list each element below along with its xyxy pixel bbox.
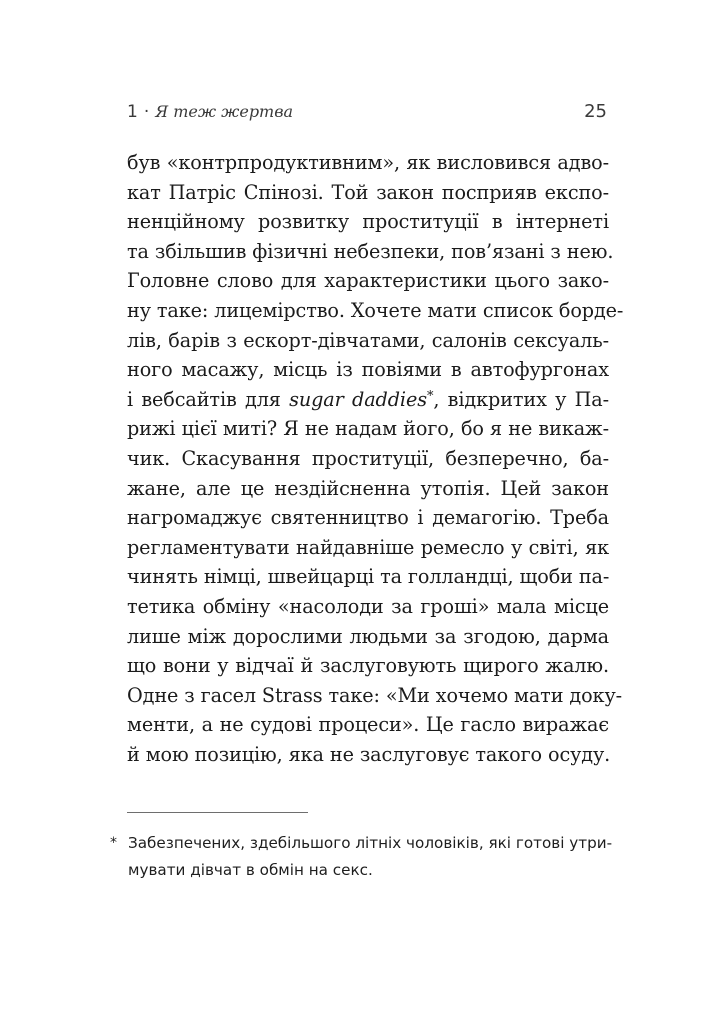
text-line: чик. Скасування проституції, безперечно, ба- (127, 446, 609, 470)
footnote-reference[interactable]: * (426, 388, 434, 404)
text-line: та збільшив фізичні небезпеки, пов’язані з нею. (127, 239, 614, 263)
italic-term: sugar daddies (289, 387, 427, 411)
footnote-marker: * (110, 835, 117, 851)
text-line: кат Патріс Спінозі. Той закон посприяв експо- (127, 180, 609, 204)
footnote-line: мувати дівчат в обмін на секс. (128, 861, 373, 879)
text-line: Головне слово для характеристики цього зако- (127, 269, 609, 293)
text-line: менти, а не судові процеси». Це гасло виражає (127, 713, 609, 737)
chapter-separator: · (143, 102, 150, 122)
chapter-title: Я теж жертва (155, 102, 294, 121)
text-line: був «контрпродуктивним», як висловився адво- (127, 151, 609, 174)
running-header (127, 98, 607, 128)
text-line: ного масажу, місць із повіями в автофургонах (127, 358, 609, 382)
chapter-number: 1 (127, 102, 138, 122)
text-line: ну таке: лицемірство. Хочете мати список борде- (127, 298, 624, 322)
footnote-text (128, 830, 613, 884)
footnote-divider (127, 812, 308, 813)
text-line: ненційному розвитку проституції в інтернеті (127, 210, 609, 234)
text-segment: і вебсайтів для (127, 387, 290, 411)
footnote-line: Забезпечених, здебільшого літніх чоловіків, які готові утри- (128, 834, 613, 852)
text-line-with-footnote (127, 385, 609, 415)
text-line: Одне з гасел Strass таке: «Ми хочемо мати доку- (127, 683, 623, 707)
text-line: що вони у відчаї й заслуговують щирого жалю. (127, 654, 609, 678)
body-paragraph (127, 148, 624, 769)
text-line: тетика обміну «насолоди за гроші» мала місце (127, 594, 609, 618)
text-line: нагромаджує святенництво і демагогію. Треба (127, 506, 609, 530)
page-number: 25 (584, 101, 607, 122)
text-line: регламентувати найдавніше ремесло у світі, як (127, 535, 609, 559)
text-segment: , відкритих у Па- (433, 387, 609, 411)
chapter-heading (127, 102, 293, 122)
text-line: лів, барів з ескорт-дівчатами, салонів сексуаль- (127, 328, 609, 352)
footnote (110, 830, 613, 884)
text-line: й мою позицію, яка не заслуговує такого осуду. (127, 742, 611, 766)
text-line: чинять німці, швейцарці та голландці, щоби па- (127, 565, 610, 589)
text-line: лише між дорослими людьми за згодою, дарма (127, 624, 609, 648)
text-line: рижі цієї миті? Я не надам його, бо я не викаж- (127, 417, 609, 441)
text-line: жане, але це нездійсненна утопія. Цей закон (127, 476, 609, 500)
